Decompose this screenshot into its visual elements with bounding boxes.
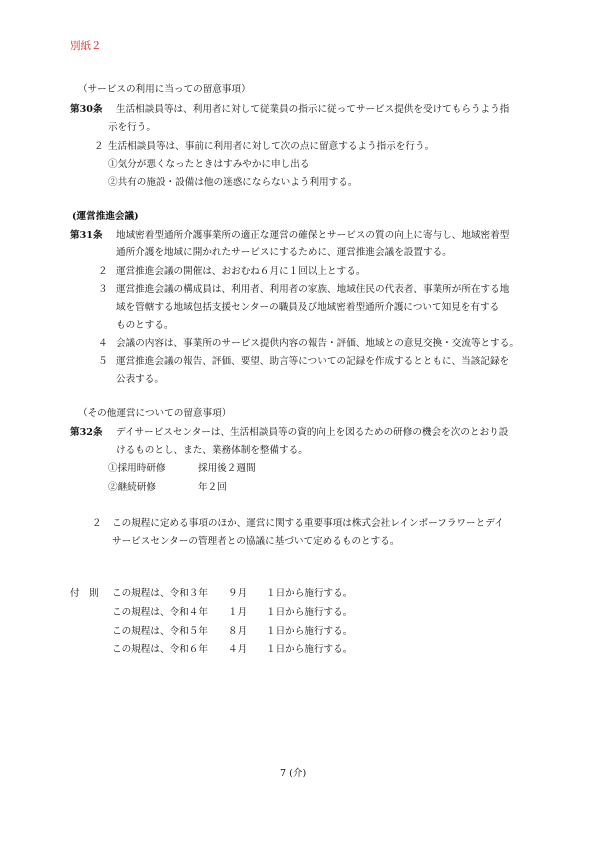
provision-day: １日から施行する。 [266,607,353,618]
item-text: 会議の内容は、事業所のサービス提供内容の報告・評価、地域との意見交換・交流等とする。 [116,338,519,349]
item-text: 運営推進会議の報告、評価、要望、助言等についての記録を作成するとともに、当該記録を [116,356,510,367]
sub-item: ②共有の施設・設備は他の迷惑にならないよう利用する。 [108,177,358,188]
provision-text: この規程は、令和５年 [112,626,208,637]
item-number: ２ [94,141,104,152]
sub-item: ①気分が悪くなったときはすみやかに申し出る [108,159,310,170]
item-number: ２ [92,518,102,529]
article-number: 第31条 [70,230,103,241]
item-text: この規程に定める事項のほか、運営に関する重要事項は株式会社レインボーフラワーとデイ [112,518,504,529]
section-heading: （その他運営についての留意事項） [78,408,232,419]
training-value: 採用後２週間 [198,463,256,474]
provision-text: この規程は、令和６年 [112,644,208,655]
item-number: ３ [98,284,108,295]
page-number: 7 (介) [280,768,307,779]
item-text: 運営推進会議の開催は、おおむね６月に１回以上とする。 [116,266,366,277]
item-number: ５ [98,356,108,367]
provision-month: ４月 [228,644,248,655]
provision-month: ８月 [228,626,248,637]
article-text: 示を行う。 [108,122,156,133]
provision-month: ９月 [228,588,248,599]
provision-day: １日から施行する。 [266,626,353,637]
supplementary-label: 付 則 [70,588,99,599]
section-heading: （サービスの利用に当っての留意事項） [78,84,251,95]
provision-day: １日から施行する。 [266,644,353,655]
item-text: 域を管轄する地域包括支援センターの職員及び地域密着型通所介護について知見を有する [116,302,500,313]
item-text: ものとする。 [116,320,174,331]
article-text: デイサービスセンターは、生活相談員等の資的向上を図るための研修の機会を次のとおり設 [116,427,509,438]
training-label: ②継続研修 [108,482,156,493]
article-text: けるものとし、また、業務体制を整備する。 [116,445,308,456]
item-number: ２ [98,266,108,277]
article-text: 地域密着型通所介護事業所の適正な運営の確保とサービスの質の向上に寄与し、地域密着型 [116,230,510,241]
article-text: 生活相談員等は、利用者に対して従業員の指示に従ってサービス提供を受けてもらうよう指 [116,104,510,115]
provision-text: この規程は、令和４年 [112,607,208,618]
item-text: 生活相談員等は、事前に利用者に対して次の点に留意するよう指示を行う。 [108,141,435,152]
article-number: 第30条 [70,104,103,115]
section-heading: (運営推進会議) [72,211,139,222]
item-text: 運営推進会議の構成員は、利用者、利用者の家族、地域住民の代表者、事業所が所在する地 [116,284,510,295]
item-text: サービスセンターの管理者との協議に基づいて定めるものとする。 [112,536,400,547]
provision-text: この規程は、令和３年 [112,588,208,599]
training-value: 年２回 [198,482,227,493]
provision-day: １日から施行する。 [266,588,353,599]
item-text: 公表する。 [116,374,164,385]
item-number: ４ [98,338,108,349]
training-label: ①採用時研修 [108,463,166,474]
article-text: 通所介護を地域に開かれたサービスにするために、運営推進会議を設置する。 [116,247,452,258]
attachment-label: 別紙２ [70,40,102,52]
provision-month: １月 [228,607,248,618]
article-number: 第32条 [70,427,103,438]
